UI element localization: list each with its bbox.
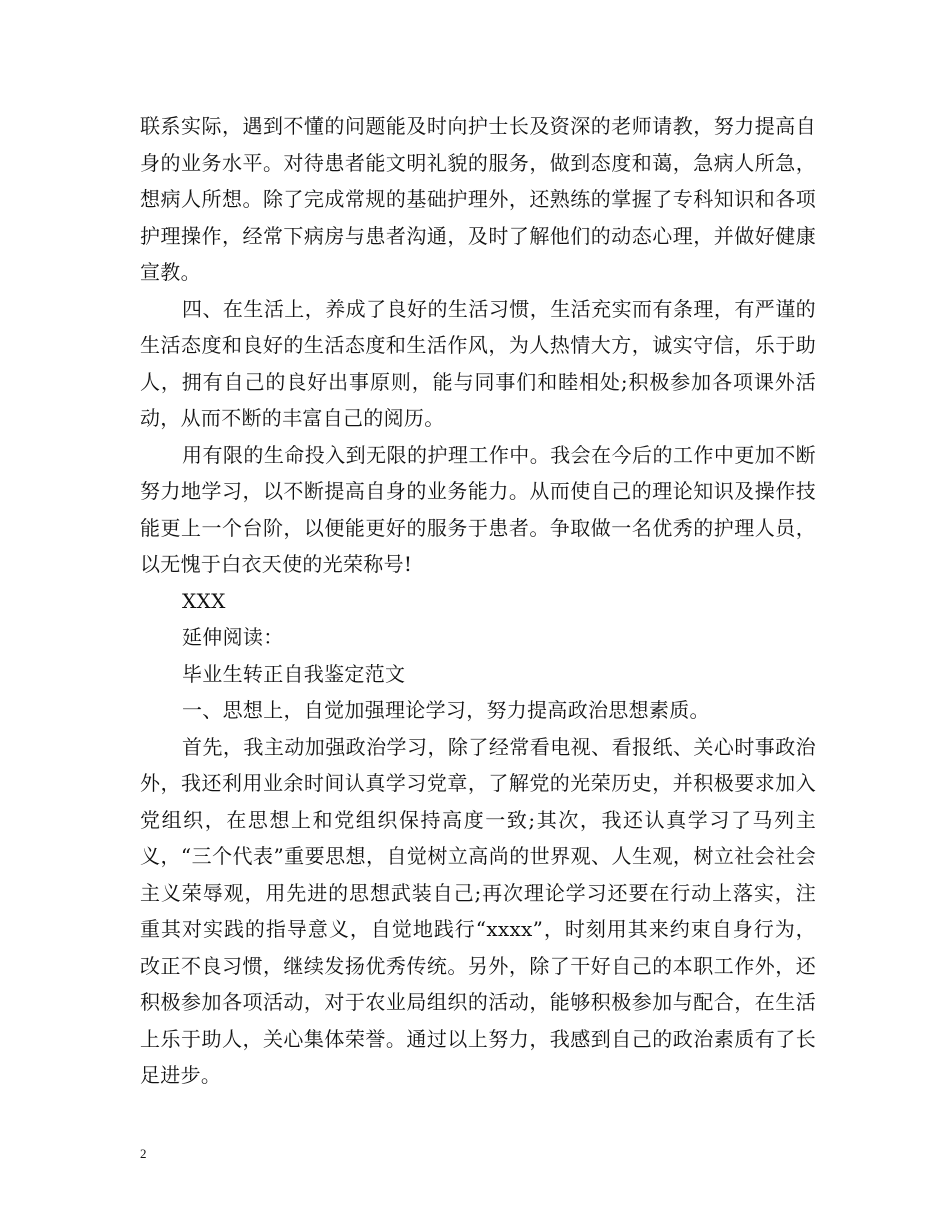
paragraph-continuation: 联系实际，遇到不懂的问题能及时向护士长及资深的老师请教，努力提高自身的业务水平。对待患者能文明礼貌的服务，做到态度和蔼，急病人所急，想病人所想。除了完成常规的基础护理外，还熟练的掌握了专科知识和各项护理操作，经常下病房与患者沟通，及时了解他们的动态心理，并做好健康宣教。 — [140, 114, 816, 284]
paragraph-life-section: 四、在生活上，养成了良好的生活习惯，生活充实而有条理，有严谨的生活态度和良好的生活态度和生活作风，为人热情大方，诚实守信，乐于助人，拥有自己的良好出事原则，能与同事们和睦相处;积极参加各项课外活动，从而不断的丰富自己的阅历。 — [140, 296, 816, 430]
paragraph-political-study: 首先，我主动加强政治学习，除了经常看电视、看报纸、关心时事政治外，我还利用业余时间认真学习党章，了解党的光荣历史，并积极要求加入党组织，在思想上和党组织保持高度一致;其次，我还认真学习了马列主义，“三个代表”重要思想，自觉树立高尚的世界观、人生观，树立社会社会主义荣辱观，用先进的思想武装自己;再次理论学习还要在行动上落实，注重其对实践的指导意义，自觉地践行“xxxx”，时刻用其来约束自身行为，改正不良习惯，继续发扬优秀传统。另外，除了干好自己的本职工作外，还积极参加各项活动，对于农业局组织的活动，能够积极参加与配合，在生活上乐于助人，关心集体荣誉。通过以上努力，我感到自己的政治素质有了长足进步。 — [140, 734, 816, 1087]
page-number: 2 — [140, 1146, 147, 1161]
extended-reading-label: 延伸阅读： — [182, 625, 284, 649]
section-heading-thought: 一、思想上，自觉加强理论学习，努力提高政治思想素质。 — [182, 698, 710, 722]
article-title: 毕业生转正自我鉴定范文 — [182, 661, 406, 686]
paragraph-closing: 用有限的生命投入到无限的护理工作中。我会在今后的工作中更加不断努力地学习，以不断提高自身的业务能力。从而使自己的理论知识及操作技能更上一个台阶，以便能更好的服务于患者。争取做一名优秀的护理人员，以无愧于白衣天使的光荣称号! — [140, 442, 816, 576]
document-body — [140, 108, 816, 1094]
signature-line: XXX — [182, 588, 226, 613]
